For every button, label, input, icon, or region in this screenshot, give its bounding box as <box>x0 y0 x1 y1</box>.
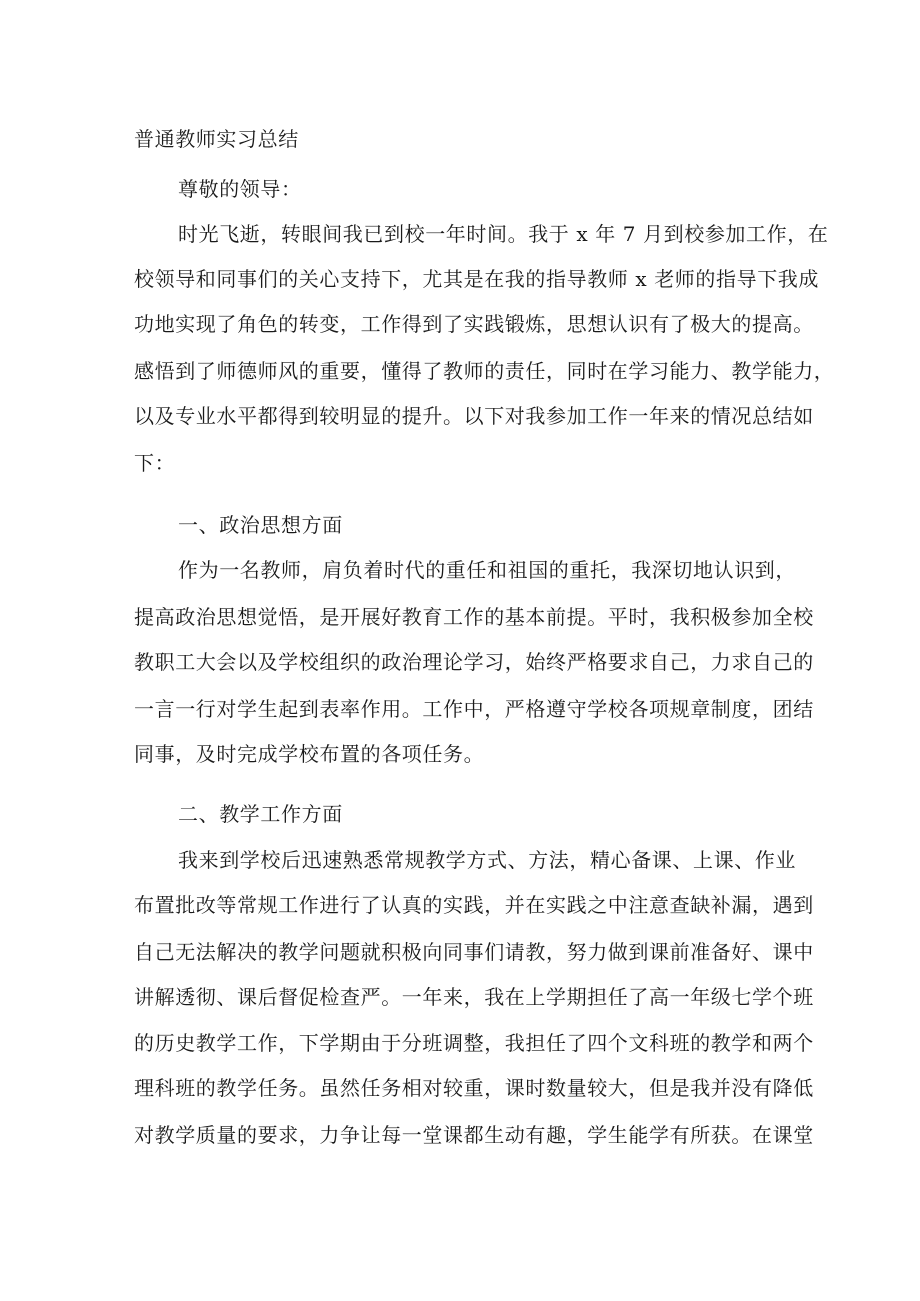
paragraph2-line: 同事，及时完成学校布置的各项任务。 <box>134 742 485 766</box>
document-title: 普通教师实习总结 <box>134 127 299 151</box>
paragraph1-line: 以及专业水平都得到较明显的提升。以下对我参加工作一年来的情况总结如 <box>134 404 814 428</box>
paragraph3-line: 理科班的教学任务。虽然任务相对较重，课时数量较大，但是我并没有降低 <box>134 1076 814 1100</box>
greeting: 尊敬的领导： <box>178 177 302 201</box>
paragraph3-line: 自己无法解决的教学问题就积极向同事们请教，努力做到课前准备好、课中 <box>134 940 814 964</box>
paragraph3-line: 我来到学校后迅速熟悉常规教学方式、方法，精心备课、上课、作业 <box>178 848 796 872</box>
paragraph1-line: 校领导和同事们的关心支持下，尤其是在我的指导教师 x 老师的指导下我成 <box>134 267 819 291</box>
paragraph2-line: 教职工大会以及学校组织的政治理论学习，始终严格要求自己，力求自己的 <box>134 650 814 674</box>
section-heading-politics: 一、政治思想方面 <box>178 513 343 537</box>
paragraph2-line: 提高政治思想觉悟，是开展好教育工作的基本前提。平时，我积极参加全校 <box>134 605 814 629</box>
section-heading-teaching: 二、教学工作方面 <box>178 802 343 826</box>
paragraph3-line: 对教学质量的要求，力争让每一堂课都生动有趣，学生能学有所获。在课堂 <box>134 1123 814 1147</box>
paragraph3-line: 布置批改等常规工作进行了认真的实践，并在实践之中注意查缺补漏，遇到 <box>134 893 814 917</box>
paragraph2-line: 一言一行对学生起到表率作用。工作中，严格遵守学校各项规章制度，团结 <box>134 697 814 721</box>
paragraph1-line: 时光飞逝，转眼间我已到校一年时间。我于 x 年 7 月到校参加工作，在 <box>178 222 829 246</box>
paragraph1-line: 下： <box>134 451 176 475</box>
paragraph1-line: 感悟到了师德师风的重要，懂得了教师的责任，同时在学习能力、教学能力， <box>134 359 835 383</box>
paragraph3-line: 讲解透彻、课后督促检查严。一年来，我在上学期担任了高一年级七学个班 <box>134 985 814 1009</box>
paragraph2-line: 作为一名教师，肩负着时代的重任和祖国的重托，我深切地认识到， <box>178 558 796 582</box>
paragraph3-line: 的历史教学工作，下学期由于分班调整，我担任了四个文科班的教学和两个 <box>134 1031 814 1055</box>
paragraph1-line: 功地实现了角色的转变，工作得到了实践锻炼，思想认识有了极大的提高。 <box>134 312 814 336</box>
